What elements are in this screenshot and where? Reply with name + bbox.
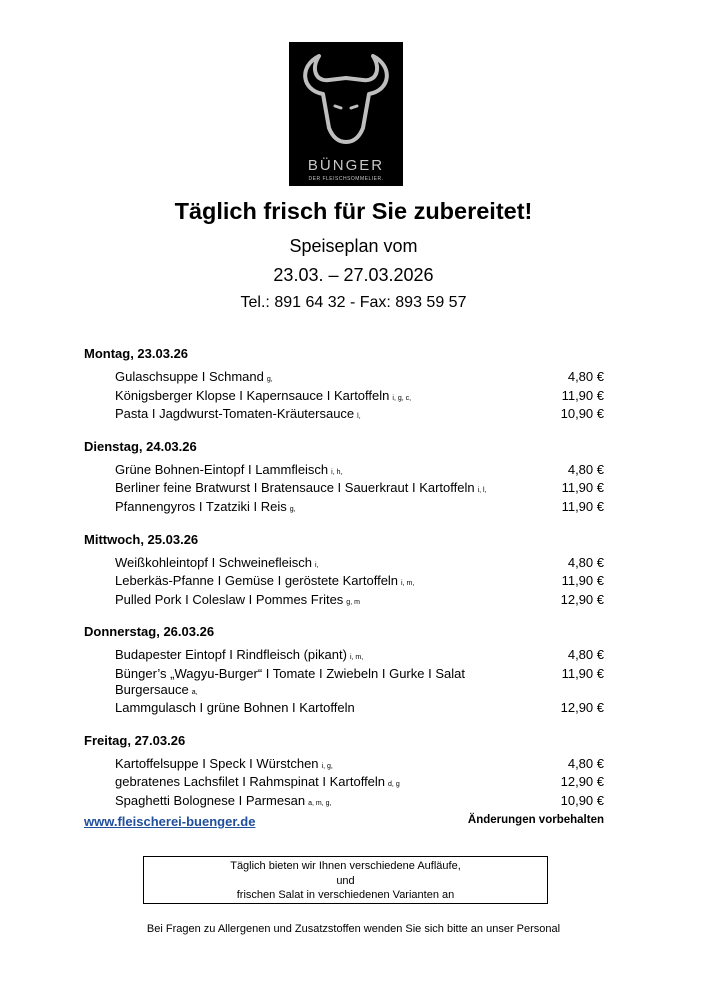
brand-logo — [289, 42, 403, 186]
dish-name: Spaghetti Bolognese I Parmesan — [115, 792, 306, 808]
dish-price: 11,90 € — [561, 480, 604, 496]
dish-price: 4,80 € — [567, 369, 604, 384]
dish-name: Lammgulasch I grüne Bohnen I Kartoffeln — [115, 700, 355, 716]
dish-name: Gulaschsuppe I Schmand — [115, 369, 264, 384]
allergen-codes: i, h, — [331, 468, 343, 476]
dish-name-wrap — [115, 462, 342, 481]
day-title: Dienstag, 24.03.26 — [84, 438, 197, 454]
dish-row — [84, 406, 604, 425]
dish-name: Königsberger Klopse I Kapernsauce I Kartoffeln — [115, 387, 390, 403]
allergen-codes: i, — [315, 561, 319, 569]
dish-price: 11,90 € — [561, 387, 604, 403]
day-section — [84, 532, 604, 611]
logo-tagline: DER FLEISCHSOMMELIER. — [308, 176, 384, 182]
day-section — [84, 733, 604, 812]
allergen-codes: i, l, — [477, 487, 487, 495]
dish-price: 10,90 € — [560, 792, 604, 808]
dish-name: Kartoffelsuppe I Speck I Würstchen — [115, 755, 319, 771]
allergen-codes: i, g, — [321, 762, 333, 770]
date-range: 23.03. – 27.03.2026 — [273, 265, 434, 285]
dish-row — [84, 793, 604, 812]
dish-name-wrap — [115, 555, 319, 574]
dish-row — [84, 480, 604, 499]
dish-name: Weißkohleintopf I Schweinefleisch — [115, 554, 313, 570]
dish-name-wrap — [115, 700, 358, 719]
dish-price: 4,80 € — [567, 755, 604, 771]
allergy-note: Bei Fragen zu Allergenen und Zusatzstoffen wenden Sie sich bitte an unser Personal — [146, 923, 561, 935]
dish-row — [84, 388, 604, 407]
dish-row — [84, 499, 604, 518]
info-line: Täglich bieten wir Ihnen verschiedene Aufläufe, — [230, 860, 461, 872]
logo-brand: BÜNGER — [307, 157, 385, 174]
dish-name: Pfannengyros I Tzatziki I Reis — [115, 498, 287, 514]
dish-name-wrap — [115, 406, 361, 425]
info-line: und — [336, 874, 355, 887]
dish-name-wrap — [115, 666, 495, 700]
allergen-codes: i, m, — [401, 580, 415, 588]
dish-name: Bünger’s „Wagyu-Burger“ I Tomate I Zwiebeln I Gurke I Salat Burgersauce — [115, 665, 465, 697]
dish-row — [84, 573, 604, 592]
dish-name: Leberkäs-Pfanne I Gemüse I geröstete Kartoffeln — [115, 573, 399, 589]
dish-row — [84, 756, 604, 775]
dish-name: Budapester Eintopf I Rindfleisch (pikant) — [115, 647, 347, 663]
dish-price: 12,90 € — [560, 591, 604, 607]
dish-row — [84, 774, 604, 793]
day-title: Donnerstag, 26.03.26 — [84, 624, 215, 640]
day-section — [84, 439, 604, 518]
day-title: Mittwoch, 25.03.26 — [84, 531, 199, 547]
info-box — [143, 856, 548, 904]
dish-name-wrap — [115, 573, 414, 592]
dish-name: Pulled Pork I Coleslaw I Pommes Frites — [115, 591, 344, 607]
page-title: Täglich frisch für Sie zubereitet! — [174, 198, 533, 224]
day-section — [84, 346, 604, 425]
dish-name-wrap — [115, 793, 331, 812]
contact-info: Tel.: 891 64 32 - Fax: 893 59 57 — [240, 294, 467, 311]
allergen-codes: a, m, g, — [308, 799, 332, 807]
dish-price: 10,90 € — [560, 406, 604, 422]
dish-row — [84, 666, 604, 700]
info-line: frischen Salat in verschiedenen Varianten an — [236, 889, 455, 901]
website-link[interactable]: www.fleischerei-buenger.de — [84, 814, 256, 829]
dish-name-wrap — [115, 480, 487, 499]
allergen-codes: g, — [289, 505, 296, 513]
dish-name-wrap — [115, 388, 411, 407]
allergen-codes: d, g — [388, 781, 400, 789]
dish-price: 4,80 € — [567, 461, 604, 477]
allergen-codes: a, — [191, 688, 198, 696]
allergen-codes: g, — [266, 376, 273, 383]
menu-list — [84, 346, 604, 826]
day-title: Freitag, 27.03.26 — [84, 732, 186, 748]
allergen-codes: g, m — [346, 598, 360, 606]
dish-price: 11,90 € — [561, 665, 604, 681]
dish-row — [84, 592, 604, 611]
dish-row — [84, 555, 604, 574]
dish-price: 11,90 € — [561, 498, 604, 514]
dish-price: 4,80 € — [567, 647, 604, 663]
dish-price: 11,90 € — [561, 573, 604, 589]
dish-name-wrap — [115, 647, 363, 666]
dish-name: Grüne Bohnen-Eintopf I Lammfleisch — [115, 461, 329, 477]
dish-price: 12,90 € — [560, 774, 604, 790]
dish-name-wrap — [115, 592, 360, 611]
dish-price: 12,90 € — [560, 700, 604, 716]
dish-price: 4,80 € — [567, 554, 604, 570]
subtitle: Speiseplan vom — [289, 236, 418, 256]
dish-name-wrap — [115, 774, 400, 793]
dish-row — [84, 647, 604, 666]
dish-row — [84, 462, 604, 481]
dish-name: Berliner feine Bratwurst I Bratensauce I Sauerkraut I Kartoffeln — [115, 480, 475, 496]
dish-name: Pasta I Jagdwurst-Tomaten-Kräutersauce — [115, 406, 355, 422]
day-title: Montag, 23.03.26 — [84, 346, 189, 361]
dish-name: gebratenes Lachsfilet I Rahmspinat I Kartoffeln — [115, 774, 386, 790]
footer-row — [84, 814, 604, 829]
allergen-codes: i, m, — [349, 654, 364, 662]
changes-notice: Änderungen vorbehalten — [467, 814, 604, 826]
dish-name-wrap — [115, 756, 333, 775]
day-section — [84, 624, 604, 718]
dish-row — [84, 700, 604, 719]
allergen-codes: l, — [357, 413, 361, 421]
dish-name-wrap — [115, 369, 273, 388]
dish-row — [84, 369, 604, 388]
bull-head-icon — [289, 42, 403, 186]
allergen-codes: i, g, c, — [392, 394, 412, 402]
dish-name-wrap — [115, 499, 296, 518]
